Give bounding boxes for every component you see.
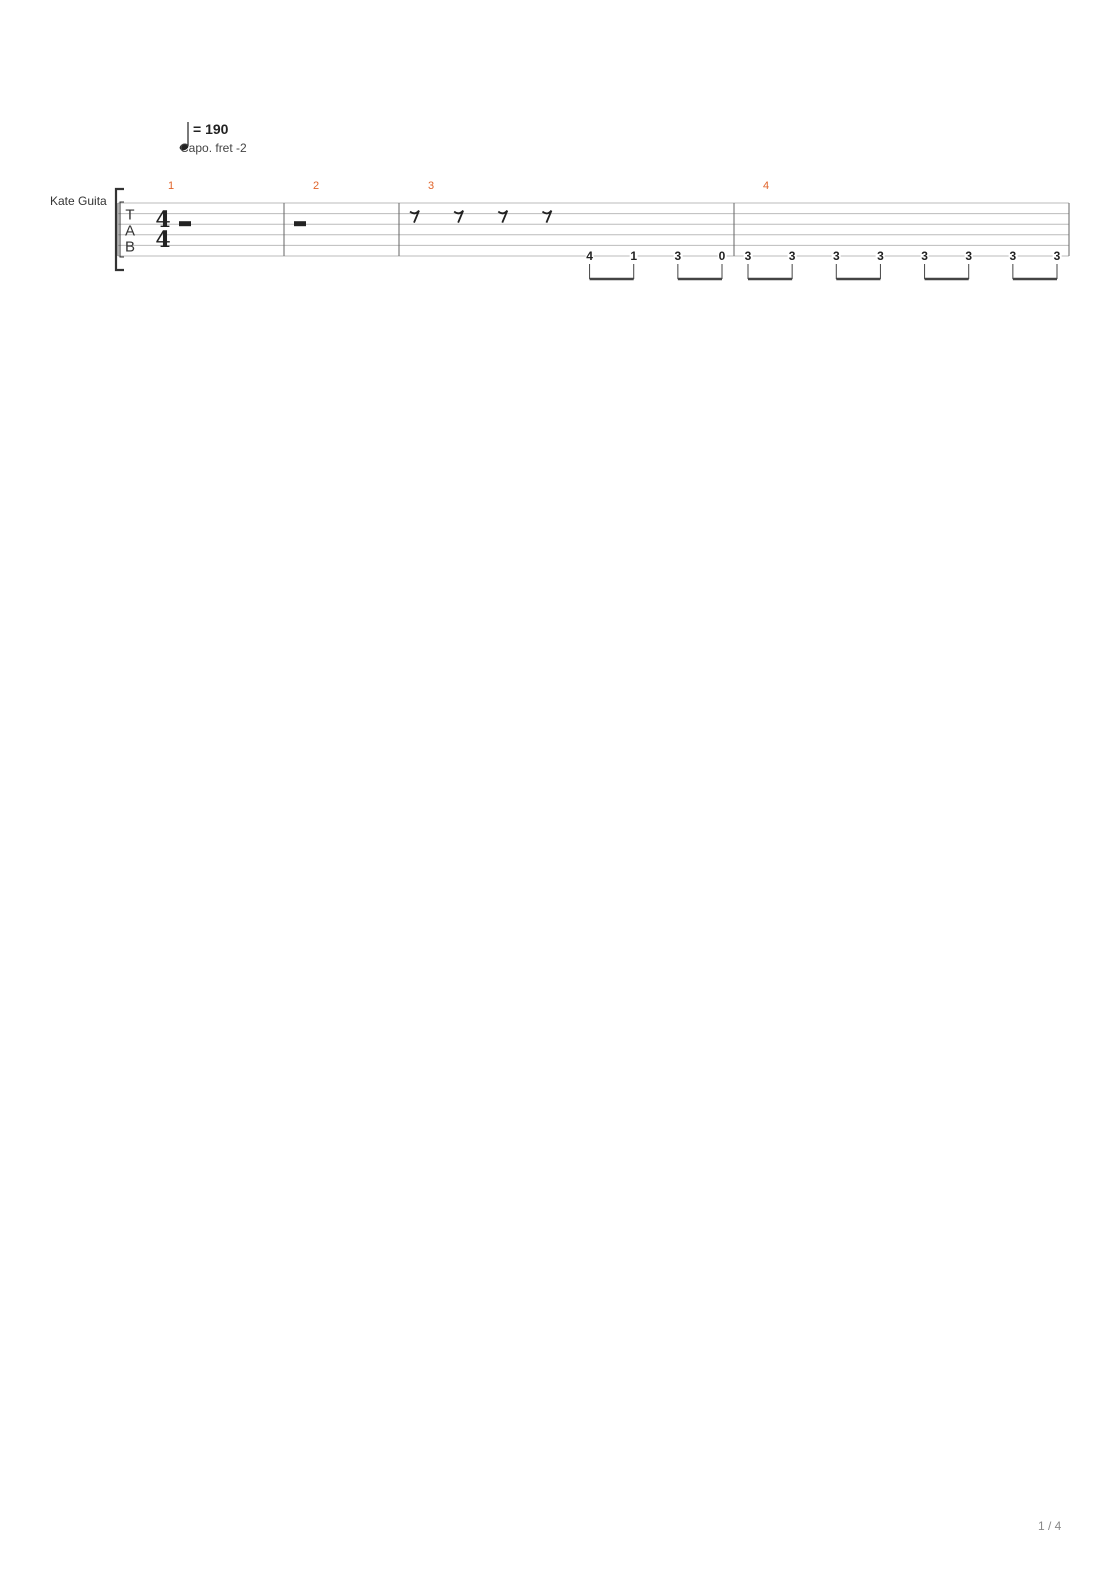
fret-number: 3 bbox=[788, 249, 796, 263]
half-rest bbox=[179, 221, 191, 226]
tempo-marking: = 190 bbox=[193, 121, 229, 137]
fret-number: 4 bbox=[586, 249, 593, 263]
track-name: Kate Guita bbox=[50, 194, 107, 208]
time-signature-bottom: 4 bbox=[155, 227, 171, 253]
fret-number: 3 bbox=[674, 249, 682, 263]
eighth-rest bbox=[498, 211, 507, 223]
tab-clef-letter: A bbox=[124, 222, 136, 240]
page-number: 1 / 4 bbox=[1038, 1519, 1062, 1533]
eighth-rest bbox=[454, 211, 463, 223]
staff-brace bbox=[120, 202, 124, 257]
eighth-rest bbox=[542, 211, 551, 223]
fret-number: 1 bbox=[630, 249, 638, 263]
fret-number: 3 bbox=[921, 249, 928, 263]
fret-number: 3 bbox=[965, 249, 973, 263]
fret-number: 0 bbox=[718, 249, 726, 263]
eighth-rest bbox=[410, 211, 419, 223]
fret-number: 3 bbox=[877, 249, 884, 263]
measure-number: 4 bbox=[763, 180, 770, 192]
tab-clef-letter: T bbox=[125, 206, 135, 224]
fret-number: 3 bbox=[832, 249, 840, 263]
capo-marking: Capo. fret -2 bbox=[180, 141, 247, 155]
tab-clef-letter: B bbox=[124, 238, 136, 256]
fret-number: 3 bbox=[744, 249, 752, 263]
time-signature-top: 4 bbox=[155, 207, 171, 233]
fret-number: 3 bbox=[1053, 249, 1061, 263]
measure-number: 3 bbox=[428, 180, 435, 192]
measure-number: 1 bbox=[168, 180, 175, 192]
fret-number: 3 bbox=[1009, 249, 1017, 263]
measure-number: 2 bbox=[313, 180, 320, 192]
half-rest bbox=[294, 221, 306, 226]
